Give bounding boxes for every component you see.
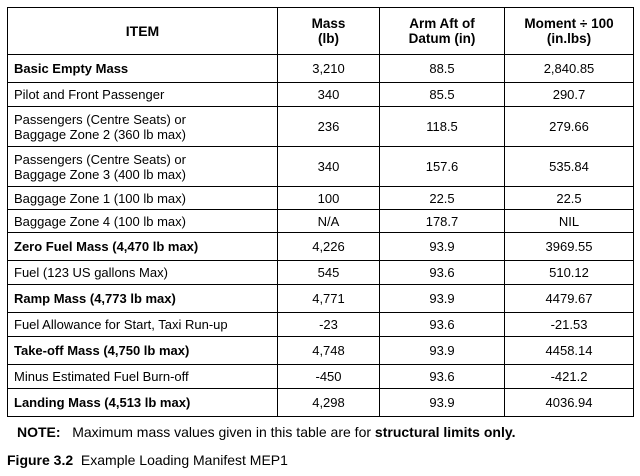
loading-manifest-table [7,7,634,417]
row-arm: 93.9 [380,389,505,417]
row-mass: 4,298 [278,389,380,417]
header-moment-line2: (in.lbs) [546,31,592,46]
table-row [8,210,634,233]
table-row [8,389,634,417]
row-item [8,365,278,389]
row-item-text: Take-off Mass (4,750 lb max) [14,343,190,358]
row-item [8,187,278,210]
caption-label: Figure 3.2 [7,452,74,468]
row-moment: -21.53 [505,313,634,337]
table-header-row [8,8,634,55]
row-arm: 93.9 [380,337,505,365]
row-item [8,210,278,233]
row-item-text-line2: Baggage Zone 2 (360 lb max) [14,126,186,142]
row-moment: 279.66 [505,107,634,147]
header-arm-line1: Arm Aft of [409,16,475,31]
header-mass-line2: (lb) [318,31,339,46]
header-arm-line2: Datum (in) [408,31,476,46]
row-mass: 340 [278,83,380,107]
row-moment: 4458.14 [505,337,634,365]
row-arm: 93.9 [380,285,505,313]
row-moment: 2,840.85 [505,55,634,83]
row-arm: 118.5 [380,107,505,147]
row-item [8,233,278,261]
header-item-label: ITEM [125,22,160,39]
row-arm: 157.6 [380,147,505,187]
caption-text: Example Loading Manifest MEP1 [80,452,288,468]
note-text: Maximum mass values given in this table are for [72,424,372,440]
row-arm: 93.9 [380,233,505,261]
row-mass: 4,771 [278,285,380,313]
row-item [8,83,278,107]
row-mass: 545 [278,261,380,285]
row-arm: 22.5 [380,187,505,210]
row-item-text: Zero Fuel Mass (4,470 lb max) [14,239,199,254]
row-arm: 88.5 [380,55,505,83]
header-moment [505,8,634,55]
row-item-text: Baggage Zone 4 (100 lb max) [14,213,186,229]
row-arm: 178.7 [380,210,505,233]
header-arm [380,8,505,55]
note-emphasis: structural limits only. [374,424,516,440]
row-mass: -23 [278,313,380,337]
row-arm: 93.6 [380,365,505,389]
table-row [8,337,634,365]
row-item-text: Ramp Mass (4,773 lb max) [14,291,176,306]
table-row [8,147,634,187]
header-moment-line1: Moment ÷ 100 [524,16,614,31]
row-item-text: Baggage Zone 1 (100 lb max) [14,190,186,206]
header-mass-line1: Mass [311,16,346,31]
row-mass: 236 [278,107,380,147]
row-item-text: Minus Estimated Fuel Burn-off [14,369,189,384]
table-row [8,313,634,337]
row-moment: 3969.55 [505,233,634,261]
header-item [8,8,278,55]
row-item-text-line2: Baggage Zone 3 (400 lb max) [14,166,186,182]
row-item-text: Landing Mass (4,513 lb max) [14,395,191,410]
row-item [8,107,278,147]
table-row [8,55,634,83]
row-item [8,147,278,187]
row-mass: 3,210 [278,55,380,83]
row-mass: 100 [278,187,380,210]
table-row [8,285,634,313]
row-moment: 4036.94 [505,389,634,417]
note-label: NOTE: [17,424,61,440]
row-item-text: Pilot and Front Passenger [14,87,165,102]
row-moment: 290.7 [505,83,634,107]
figure-caption [7,452,288,468]
row-arm: 93.6 [380,313,505,337]
table-row [8,365,634,389]
row-moment: 510.12 [505,261,634,285]
row-moment: -421.2 [505,365,634,389]
row-mass: 4,226 [278,233,380,261]
table-row [8,83,634,107]
row-moment: 535.84 [505,147,634,187]
table-note [17,424,515,440]
row-arm: 93.6 [380,261,505,285]
row-mass: -450 [278,365,380,389]
row-item-text: Fuel (123 US gallons Max) [14,265,168,280]
row-item-text: Basic Empty Mass [14,61,129,76]
row-item-text: Passengers (Centre Seats) or [14,111,186,127]
row-item [8,55,278,83]
row-item [8,337,278,365]
row-item [8,313,278,337]
row-mass: 340 [278,147,380,187]
row-item [8,389,278,417]
row-item [8,285,278,313]
table-row [8,261,634,285]
row-mass: 4,748 [278,337,380,365]
row-moment: 4479.67 [505,285,634,313]
row-item [8,261,278,285]
table-row [8,187,634,210]
header-mass [278,8,380,55]
row-moment: NIL [505,210,634,233]
table-row [8,107,634,147]
row-item-text: Fuel Allowance for Start, Taxi Run-up [14,317,228,332]
row-item-text: Passengers (Centre Seats) or [14,151,186,167]
table-row [8,233,634,261]
row-mass: N/A [278,210,380,233]
row-moment: 22.5 [505,187,634,210]
row-arm: 85.5 [380,83,505,107]
